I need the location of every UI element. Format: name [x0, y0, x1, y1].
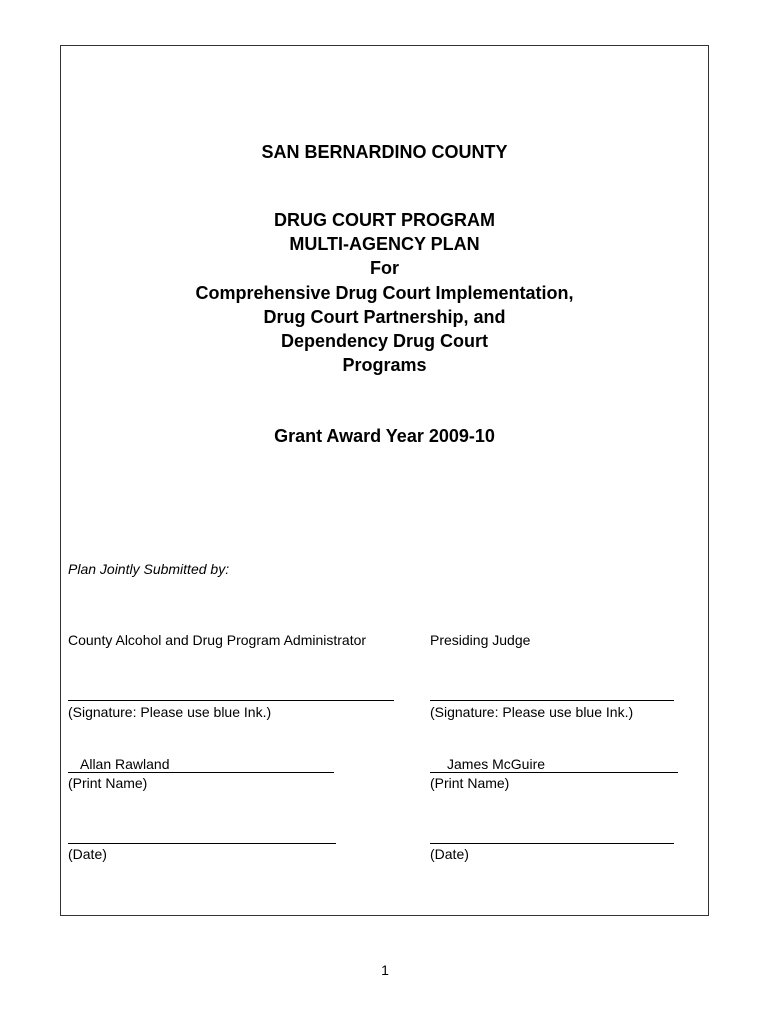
- left-print-name: Allan Rawland: [80, 756, 170, 772]
- right-print-name: James McGuire: [447, 756, 546, 772]
- right-signature-line[interactable]: [430, 700, 674, 701]
- title-line-7: Programs: [342, 355, 427, 375]
- left-signature-label: (Signature: Please use blue Ink.): [68, 704, 272, 720]
- right-date-label: (Date): [430, 846, 469, 862]
- right-print-name-label: (Print Name): [430, 775, 510, 791]
- right-date-line[interactable]: [430, 843, 674, 844]
- title-line-2: MULTI-AGENCY PLAN: [289, 234, 480, 254]
- left-role: County Alcohol and Drug Program Administrator: [68, 632, 367, 648]
- page-number: 1: [381, 962, 389, 978]
- title-line-6: Dependency Drug Court: [280, 331, 489, 351]
- right-role: Presiding Judge: [430, 632, 531, 648]
- title-line-3: For: [370, 258, 399, 278]
- title-line-4: Comprehensive Drug Court Implementation,: [195, 283, 574, 303]
- right-signature-label: (Signature: Please use blue Ink.): [430, 704, 634, 720]
- grant-year: Grant Award Year 2009-10: [274, 426, 495, 446]
- left-date-line[interactable]: [68, 843, 336, 844]
- county-heading: SAN BERNARDINO COUNTY: [261, 142, 508, 162]
- title-line-5: Drug Court Partnership, and: [263, 307, 506, 327]
- page-border: [60, 45, 709, 916]
- title-line-1: DRUG COURT PROGRAM: [274, 210, 495, 230]
- left-date-label: (Date): [68, 846, 107, 862]
- left-print-name-label: (Print Name): [68, 775, 148, 791]
- submitted-by-label: Plan Jointly Submitted by:: [68, 561, 230, 577]
- left-signature-line[interactable]: [68, 700, 394, 701]
